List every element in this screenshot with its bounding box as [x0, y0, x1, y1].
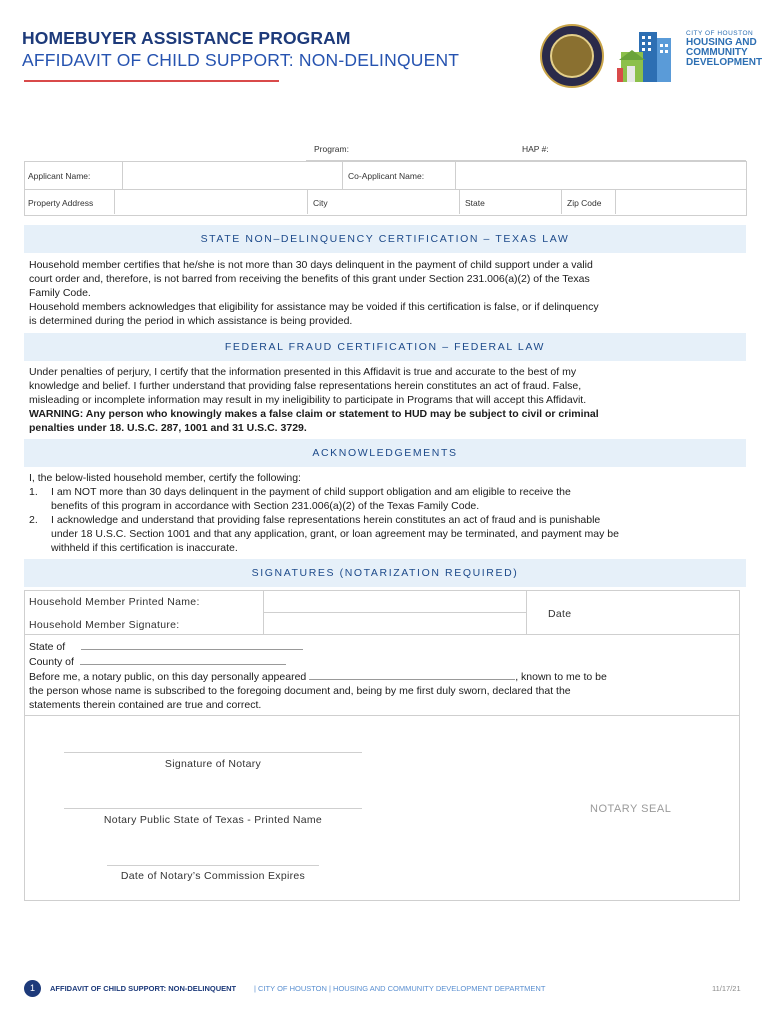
text-line: Under penalties of perjury, I certify that the information presented in this Affidavit is true and accurate to the best of my — [29, 366, 577, 378]
text-line: Family Code. — [29, 287, 91, 299]
notary-signature-line[interactable] — [64, 752, 362, 753]
commission-expires-label: Date of Notary’s Commission Expires — [120, 870, 306, 882]
text-line: court order and, therefore, is not barred from receiving the benefits of this grant under Section 231.006(a)(2) of the Texas — [29, 273, 590, 285]
footer-date: 11/17/21 — [712, 984, 741, 993]
text-line: Household member certifies that he/she is not more than 30 days delinquent in the payment of child support under a valid — [29, 259, 593, 271]
notary-signature-label: Signature of Notary — [164, 758, 262, 770]
warning-line: penalties under 18. U.S.C. 287, 1001 and 31 U.S.C. 3729. — [29, 422, 307, 434]
page-title: HOMEBUYER ASSISTANCE PROGRAM — [22, 28, 351, 48]
grid-col-divider-7 — [561, 190, 562, 214]
notary-divider — [24, 715, 739, 716]
text-line: misleading or incomplete information may result in my ineligibility to participate in Programs that will accept this Affidavit. — [29, 394, 587, 406]
ack-number: 1. — [29, 486, 38, 498]
notary-seal-placeholder: NOTARY SEAL — [590, 803, 672, 815]
known-to-me-text: , known to me to be — [515, 671, 607, 683]
ack-number: 2. — [29, 514, 38, 526]
warning-line: WARNING: Any person who knowingly makes a false claim or statement to HUD may be subject to civil or criminal — [29, 408, 599, 420]
text-line: withheld if this certification is inaccurate. — [51, 542, 238, 554]
text-line: Household members acknowledges that eligibility for assistance may be voided if this certification is false, or if delinquency — [29, 301, 599, 313]
text-line: under 18 U.S.C. Section 1001 and that any application, grant, or loan agreement may be terminated, and payment may be — [51, 528, 619, 540]
date-label: Date — [548, 608, 572, 620]
grid-col-divider-6 — [459, 190, 460, 214]
text-line: I am NOT more than 30 days delinquent in the payment of child support obligation and am eligible to receive the — [51, 486, 571, 498]
signature-box — [24, 590, 740, 901]
state-field[interactable] — [492, 191, 560, 213]
text-line: benefits of this program in accordance with Section 231.006(a)(2) of the Texas Family Code. — [51, 500, 480, 512]
text-line: knowledge and belief. I further understand that providing false representations herein constitutes an act of fraud. False, — [29, 380, 582, 392]
applicant-name-label: Applicant Name: — [28, 171, 91, 181]
city-label: City — [313, 198, 328, 208]
printed-name-label: Household Member Printed Name: — [29, 596, 200, 608]
acknowledgements-text — [29, 471, 741, 555]
date-field[interactable] — [582, 593, 736, 632]
notary-printed-label: Notary Public State of Texas - Printed Name — [103, 814, 323, 826]
title-underline — [24, 80, 279, 82]
property-address-label: Property Address — [28, 198, 94, 208]
acknowledgements-heading: ACKNOWLEDGEMENTS — [24, 439, 746, 467]
grid-col-divider-5 — [307, 190, 308, 214]
commission-expires-line[interactable] — [107, 865, 319, 866]
text-line: I acknowledge and understand that providing false representations herein constitutes an act of fraud and is punishable — [51, 514, 601, 526]
city-seal-logo — [540, 24, 604, 88]
logo-line-2: COMMUNITY — [686, 47, 748, 58]
texas-section-heading: STATE NON–DELINQUENCY CERTIFICATION – TEXAS LAW — [24, 225, 746, 253]
text-line: statements therein contained are true and correct. — [29, 699, 262, 711]
footer-organization: | CITY OF HOUSTON | HOUSING AND COMMUNITY DEVELOPMENT DEPARTMENT — [254, 984, 546, 993]
zip-code-field[interactable] — [617, 191, 744, 213]
before-me-text: Before me, a notary public, on this day personally appeared — [29, 671, 307, 683]
hap-number-label: HAP #: — [522, 144, 549, 154]
state-of-field[interactable] — [81, 639, 303, 650]
county-of-label: County of — [29, 656, 74, 668]
grid-col-divider-2 — [342, 161, 343, 190]
appeared-row — [29, 669, 741, 684]
footer-doc-title: AFFIDAVIT OF CHILD SUPPORT: NON-DELINQUENT — [50, 984, 237, 993]
ack-intro: I, the below-listed household member, certify the following: — [29, 472, 301, 484]
city-seal-center — [550, 34, 594, 78]
grid-col-divider-4 — [114, 190, 115, 214]
applicant-name-field[interactable] — [124, 163, 340, 188]
city-field[interactable] — [337, 191, 457, 213]
text-line: is determined during the period in which assistance is being provided. — [29, 315, 353, 327]
state-of-row — [29, 639, 741, 654]
printed-name-field[interactable] — [266, 592, 524, 611]
state-label: State — [465, 198, 485, 208]
coapplicant-name-field[interactable] — [457, 163, 744, 188]
signatures-heading: SIGNATURES (NOTARIZATION REQUIRED) — [24, 559, 746, 587]
signature-field[interactable] — [266, 614, 524, 633]
county-of-field[interactable] — [80, 654, 286, 665]
logo-line-1: HOUSING AND — [686, 37, 757, 48]
federal-certification-text — [29, 365, 741, 435]
grid-col-divider-3 — [455, 161, 456, 190]
sig-col-divider-2 — [526, 591, 527, 634]
notary-statement — [29, 639, 741, 712]
texas-certification-text — [29, 258, 741, 328]
zip-code-label: Zip Code — [567, 198, 602, 208]
sig-divider — [24, 634, 739, 635]
page-subtitle: AFFIDAVIT OF CHILD SUPPORT: NON-DELINQUENT — [22, 50, 460, 70]
county-of-row — [29, 654, 741, 669]
notary-printed-line[interactable] — [64, 808, 362, 809]
logo-line-3: DEVELOPMENT — [686, 57, 763, 68]
text-line: the person whose name is subscribed to the foregoing document and, being by me first duly sworn, declared that the — [29, 685, 571, 697]
sig-row-divider — [264, 612, 526, 613]
signature-label: Household Member Signature: — [29, 619, 180, 631]
coapplicant-name-label: Co-Applicant Name: — [348, 171, 425, 181]
appeared-name-field[interactable] — [309, 669, 515, 680]
logo-city-label: CITY OF HOUSTON — [686, 30, 754, 37]
state-of-label: State of — [29, 641, 66, 653]
property-address-field[interactable] — [116, 191, 306, 213]
page-number-badge: 1 — [24, 980, 41, 997]
grid-col-divider-8 — [615, 190, 616, 214]
logo-department-name — [686, 38, 762, 68]
housing-buildings-logo — [615, 28, 683, 84]
grid-divider — [24, 189, 746, 190]
federal-section-heading: FEDERAL FRAUD CERTIFICATION – FEDERAL LAW — [24, 333, 746, 361]
grid-col-divider-1 — [122, 161, 123, 190]
program-label: Program: — [314, 144, 349, 154]
